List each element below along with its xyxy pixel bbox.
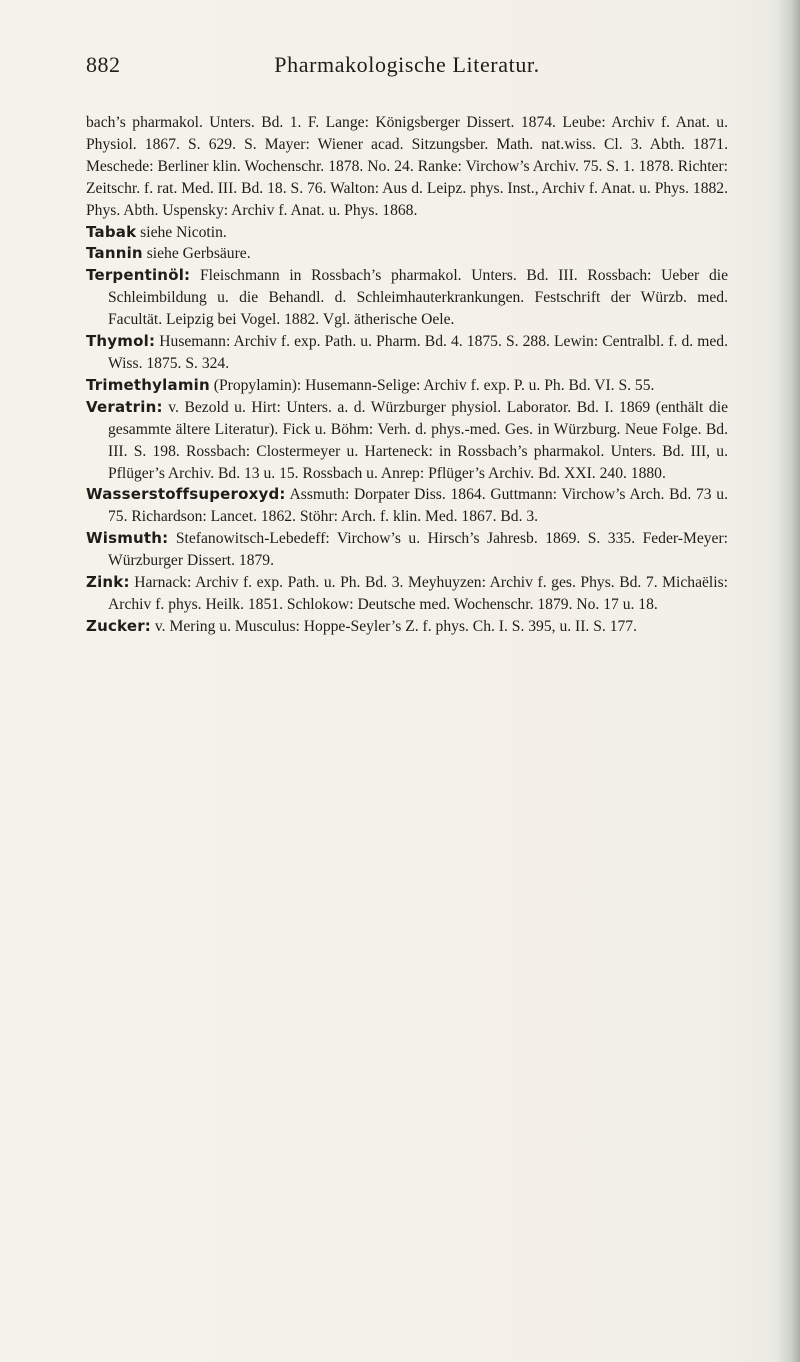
- page-header: [86, 52, 728, 82]
- entry-headword: Veratrin:: [86, 397, 163, 416]
- bibliography-entry-tabak: [86, 222, 728, 244]
- entry-headword: Tabak: [86, 222, 137, 241]
- entry-headword: Wismuth:: [86, 529, 169, 548]
- bibliography-entry-veratrin: [86, 397, 728, 485]
- entry-text: Husemann: Archiv f. exp. Path. u. Pharm. Bd. 4. 1875. S. 288. Lewin: Centralbl. f. d. med. Wiss. 1875. S. 324.: [108, 333, 728, 372]
- bibliography-entry-trimethylamin: [86, 375, 728, 397]
- entry-text: siehe Gerbsäure.: [142, 245, 251, 263]
- entry-text: v. Bezold u. Hirt: Unters. a. d. Würzburger physiol. Laborator. Bd. I. 1869 (enthält die gesammte ältere Literatur). Fick u. Böhm: Verh. d. phys.-med. Ges. in Würzburg. Neue Folge. Bd. III. S. 198. Rossbach: Clostermeyer u. Harteneck: in Rossbach’s pharmakol. Unters. Bd. III, u. Pflüger’s Archiv. Bd. 13 u. 15. Rossbach u. Anrep: Pflüger’s Archiv. Bd. XXI. 240. 1880.: [108, 398, 728, 482]
- bibliography-entry-continued: [86, 112, 728, 222]
- entry-headword: Tannin: [86, 244, 143, 263]
- entry-text: siehe Nicotin.: [136, 223, 227, 241]
- entry-headword: Wasserstoffsuperoxyd:: [86, 485, 286, 504]
- page-number: 882: [86, 52, 121, 77]
- entry-headword: Zucker:: [86, 616, 151, 635]
- bibliography-entry-wismuth: [86, 528, 728, 572]
- bibliography-entry-terpentinoel: [86, 265, 728, 331]
- entry-text: Harnack: Archiv f. exp. Path. u. Ph. Bd. 3. Meyhuyzen: Archiv f. ges. Phys. Bd. 7. Michaëlis: Archiv f. phys. Heilk. 1851. Schlokow: Deutsche med. Wochenschr. 1879. No. 17 u. 18.: [108, 574, 728, 613]
- running-title: Pharmakologische Literatur.: [274, 52, 540, 77]
- entry-text: (Propylamin): Husemann-Selige: Archiv f. exp. P. u. Ph. Bd. VI. S. 55.: [209, 376, 655, 394]
- bibliography-entry-thymol: [86, 331, 728, 375]
- entry-headword: Terpentinöl:: [86, 266, 191, 285]
- entry-headword: Thymol:: [86, 332, 156, 351]
- entry-text: bach’s pharmakol. Unters. Bd. 1. F. Lange: Königsberger Dissert. 1874. Leube: Archiv f. Anat. u. Physiol. 1867. S. 629. S. Mayer: Wiener acad. Sitzungsber. Math. nat.wiss. Cl. 3. Abth. 1871. Meschede: Berliner klin. Wochenschr. 1878. No. 24. Ranke: Virchow’s Archiv. 75. S. 1. 1878. Richter: Zeitschr. f. rat. Med. III. Bd. 18. S. 76. Walton: Aus d. Leipz. phys. Inst., Archiv f. Anat. u. Phys. 1882. Phys. Abth. Uspensky: Archiv f. Anat. u. Phys. 1868.: [86, 114, 728, 219]
- entry-headword: Trimethylamin: [86, 375, 210, 394]
- bibliography-entry-zucker: [86, 616, 728, 638]
- entry-headword: Zink:: [86, 573, 130, 592]
- bibliography-entry-wasserstoffsuperoxyd: [86, 484, 728, 528]
- entry-text: Assmuth: Dorpater Diss. 1864. Guttmann: Virchow’s Arch. Bd. 73 u. 75. Richardson: Lancet. 1862. Stöhr: Arch. f. klin. Med. 1867. Bd. 3.: [108, 486, 728, 526]
- entry-text: v. Mering u. Musculus: Hoppe-Seyler’s Z. f. phys. Ch. I. S. 395, u. II. S. 177.: [151, 617, 637, 635]
- bibliography-list: [86, 112, 728, 638]
- entry-text: Stefanowitsch-Lebedeff: Virchow’s u. Hirsch’s Jahresb. 1869. S. 335. Feder-Meyer: Würzburger Dissert. 1879.: [108, 530, 728, 570]
- page-edge-shadow: [778, 0, 800, 1362]
- bibliography-entry-zink: [86, 572, 728, 616]
- bibliography-entry-tannin: [86, 243, 728, 265]
- entry-text: Fleischmann in Rossbach’s pharmakol. Unters. Bd. III. Rossbach: Ueber die Schleimbildung u. die Behandl. d. Schleimhauterkrankungen. Festschrift der Würzb. med. Facultät. Leipzig bei Vogel. 1882. Vgl. ätherische Oele.: [108, 267, 728, 329]
